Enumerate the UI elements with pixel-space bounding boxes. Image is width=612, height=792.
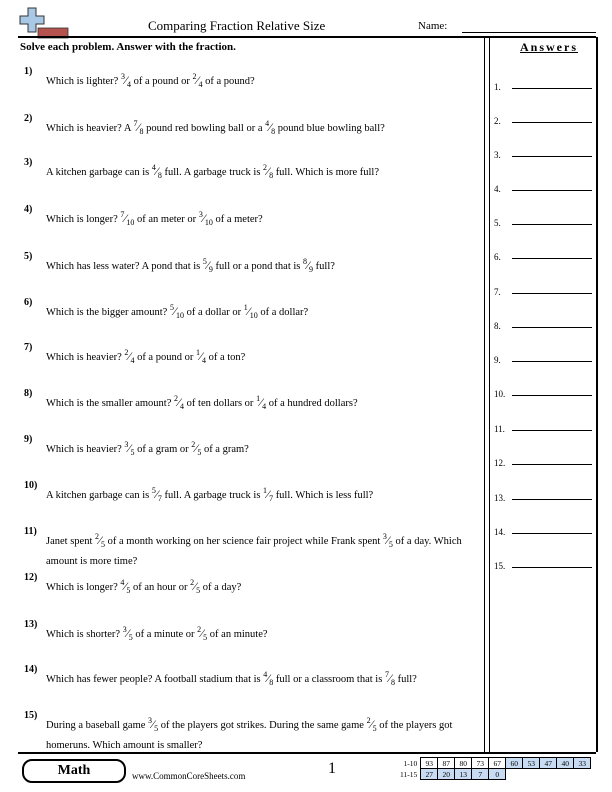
score-cell: 53 [523,758,540,769]
page-number: 1 [328,760,336,777]
problem-text: Which is shorter? $^3⁄_5$ of a minute or $^2⁄_5$ of an minute? [46,625,268,642]
problem-text: Which is lighter? $^3⁄_4$ of a pound or $^2⁄_4$ of a pound? [46,72,255,89]
fraction: $^2⁄_4$ [124,348,135,365]
answer-blank[interactable] [512,464,592,465]
answer-blank[interactable] [512,293,592,294]
problem-text: Which is heavier? $^3⁄_5$ of a gram or $^2⁄_5$ of a gram? [46,440,249,457]
score-cell: 33 [574,758,591,769]
answer-blank[interactable] [512,499,592,500]
answer-number: 4. [494,184,501,194]
fraction: $^5⁄_9$ [202,257,213,274]
footer-divider [18,752,596,754]
answer-blank[interactable] [512,190,592,191]
problem-text: Which is longer? $^7⁄_{10}$ of an meter or $^3⁄_{10}$ of a meter? [46,210,263,227]
answer-number: 14. [494,527,506,537]
answer-blank[interactable] [512,395,592,396]
problem-number: 14) [24,664,38,675]
score-cell: 20 [438,769,455,780]
problem-number: 5) [24,251,33,262]
score-range-label: 11-15 [400,769,418,779]
fraction: $^4⁄_8$ [263,670,274,687]
answer-number: 8. [494,321,501,331]
problem-number: 10) [24,480,38,491]
score-cell: 27 [421,769,438,780]
problem-number: 2) [24,113,33,124]
answer-number: 9. [494,355,501,365]
score-table [398,757,591,780]
score-cell: 67 [489,758,506,769]
problem-text: A kitchen garbage can is $^4⁄_8$ full. A garbage truck is $^2⁄_8$ full. Which is more full? [46,163,380,180]
problem-text: A kitchen garbage can is $^5⁄_7$ full. A garbage truck is $^1⁄_7$ full. Which is less full? [46,486,374,503]
score-cell: 80 [455,758,472,769]
fraction: $^7⁄_8$ [133,119,144,136]
fraction: $^3⁄_4$ [120,72,131,89]
answer-blank[interactable] [512,533,592,534]
fraction: $^2⁄_4$ [192,72,203,89]
fraction: $^2⁄_5$ [366,716,377,733]
fraction: $^3⁄_5$ [124,440,135,457]
answer-number: 1. [494,82,501,92]
fraction: $^3⁄_5$ [382,532,393,549]
answer-number: 3. [494,150,501,160]
fraction: $^2⁄_5$ [190,578,201,595]
answers-title: Answers [520,40,578,54]
fraction: $^4⁄_8$ [151,163,162,180]
score-cell: 73 [472,758,489,769]
problem-text: During a baseball game $^3⁄_5$ of the players got strikes. During the same game $^2⁄_5$ of the players got homeruns. Which amount is smaller? [46,716,453,751]
instructions: Solve each problem. Answer with the fraction. [20,41,236,53]
fraction: $^1⁄_7$ [263,486,274,503]
score-cell: 60 [506,758,523,769]
problem-number: 3) [24,157,33,168]
problem-number: 1) [24,66,33,77]
answer-blank[interactable] [512,327,592,328]
fraction: $^3⁄_{10}$ [198,210,213,227]
answer-blank[interactable] [512,88,592,89]
worksheet-title: Comparing Fraction Relative Size [148,18,326,33]
score-cell: 87 [438,758,455,769]
fraction: $^2⁄_4$ [174,394,185,411]
answer-number: 10. [494,389,506,399]
fraction: $^3⁄_5$ [148,716,159,733]
problem-text: Which is longer? $^4⁄_5$ of an hour or $^2⁄_5$ of a day? [46,578,242,595]
fraction: $^2⁄_8$ [263,163,274,180]
score-row [398,758,591,769]
answer-number: 7. [494,287,501,297]
answer-blank[interactable] [512,224,592,225]
fraction: $^2⁄_5$ [95,532,106,549]
fraction: $^2⁄_5$ [191,440,202,457]
fraction: $^5⁄_{10}$ [169,303,184,320]
problem-number: 15) [24,710,38,721]
score-range-label: 1-10 [403,758,418,768]
answer-blank[interactable] [512,122,592,123]
fraction: $^1⁄_4$ [256,394,267,411]
problem-text: Janet spent $^2⁄_5$ of a month working on her science fair project while Frank spent $^3⁄_5$ of a day. Which amount is more time? [46,532,462,567]
problem-text: Which has fewer people? A football stadium that is $^4⁄_8$ full or a classroom that is $^7⁄_8$ full? [46,670,417,687]
score-cell: 7 [472,769,489,780]
fraction: $^7⁄_{10}$ [120,210,135,227]
problem-text: Which is the smaller amount? $^2⁄_4$ of ten dollars or $^1⁄_4$ of a hundred dollars? [46,394,358,411]
math-plus-logo-icon [18,6,70,40]
problem-number: 7) [24,342,33,353]
score-row [398,769,591,780]
fraction: $^5⁄_7$ [151,486,162,503]
answer-blank[interactable] [512,567,592,568]
name-field[interactable] [462,32,596,33]
answer-blank[interactable] [512,258,592,259]
answer-number: 2. [494,116,501,126]
fraction: $^8⁄_9$ [303,257,314,274]
score-cell: 47 [540,758,557,769]
fraction: $^4⁄_5$ [120,578,131,595]
fraction: $^2⁄_5$ [197,625,208,642]
score-cell: 0 [489,769,506,780]
problem-text: Which has less water? A pond that is $^5⁄_9$ full or a pond that is $^8⁄_9$ full? [46,257,335,274]
problem-text: Which is the bigger amount? $^5⁄_{10}$ of a dollar or $^1⁄_{10}$ of a dollar? [46,303,309,320]
answer-number: 6. [494,252,501,262]
answer-number: 5. [494,218,501,228]
answer-number: 15. [494,561,506,571]
problem-text: Which is heavier? A $^7⁄_8$ pound red bowling ball or a $^4⁄_8$ pound blue bowling ball? [46,119,385,136]
answer-blank[interactable] [512,361,592,362]
answer-number: 11. [494,424,505,434]
answer-number: 12. [494,458,506,468]
subject-label: Math [22,759,126,783]
problem-number: 8) [24,388,33,399]
fraction: $^3⁄_5$ [122,625,133,642]
answer-blank[interactable] [512,156,592,157]
score-cell: 13 [455,769,472,780]
website-text: www.CommonCoreSheets.com [132,771,246,781]
fraction: $^4⁄_8$ [265,119,276,136]
problem-number: 11) [24,526,37,537]
answer-blank[interactable] [512,430,592,431]
answer-number: 13. [494,493,506,503]
problem-number: 12) [24,572,38,583]
problem-number: 6) [24,297,33,308]
problem-text: Which is heavier? $^2⁄_4$ of a pound or $^1⁄_4$ of a ton? [46,348,246,365]
problem-number: 4) [24,204,33,215]
fraction: $^1⁄_{10}$ [243,303,258,320]
problem-number: 13) [24,619,38,630]
problem-number: 9) [24,434,33,445]
score-cell: 40 [557,758,574,769]
fraction: $^7⁄_8$ [384,670,395,687]
name-label: Name: [418,20,448,32]
score-cell: 93 [421,758,438,769]
fraction: $^1⁄_4$ [195,348,206,365]
